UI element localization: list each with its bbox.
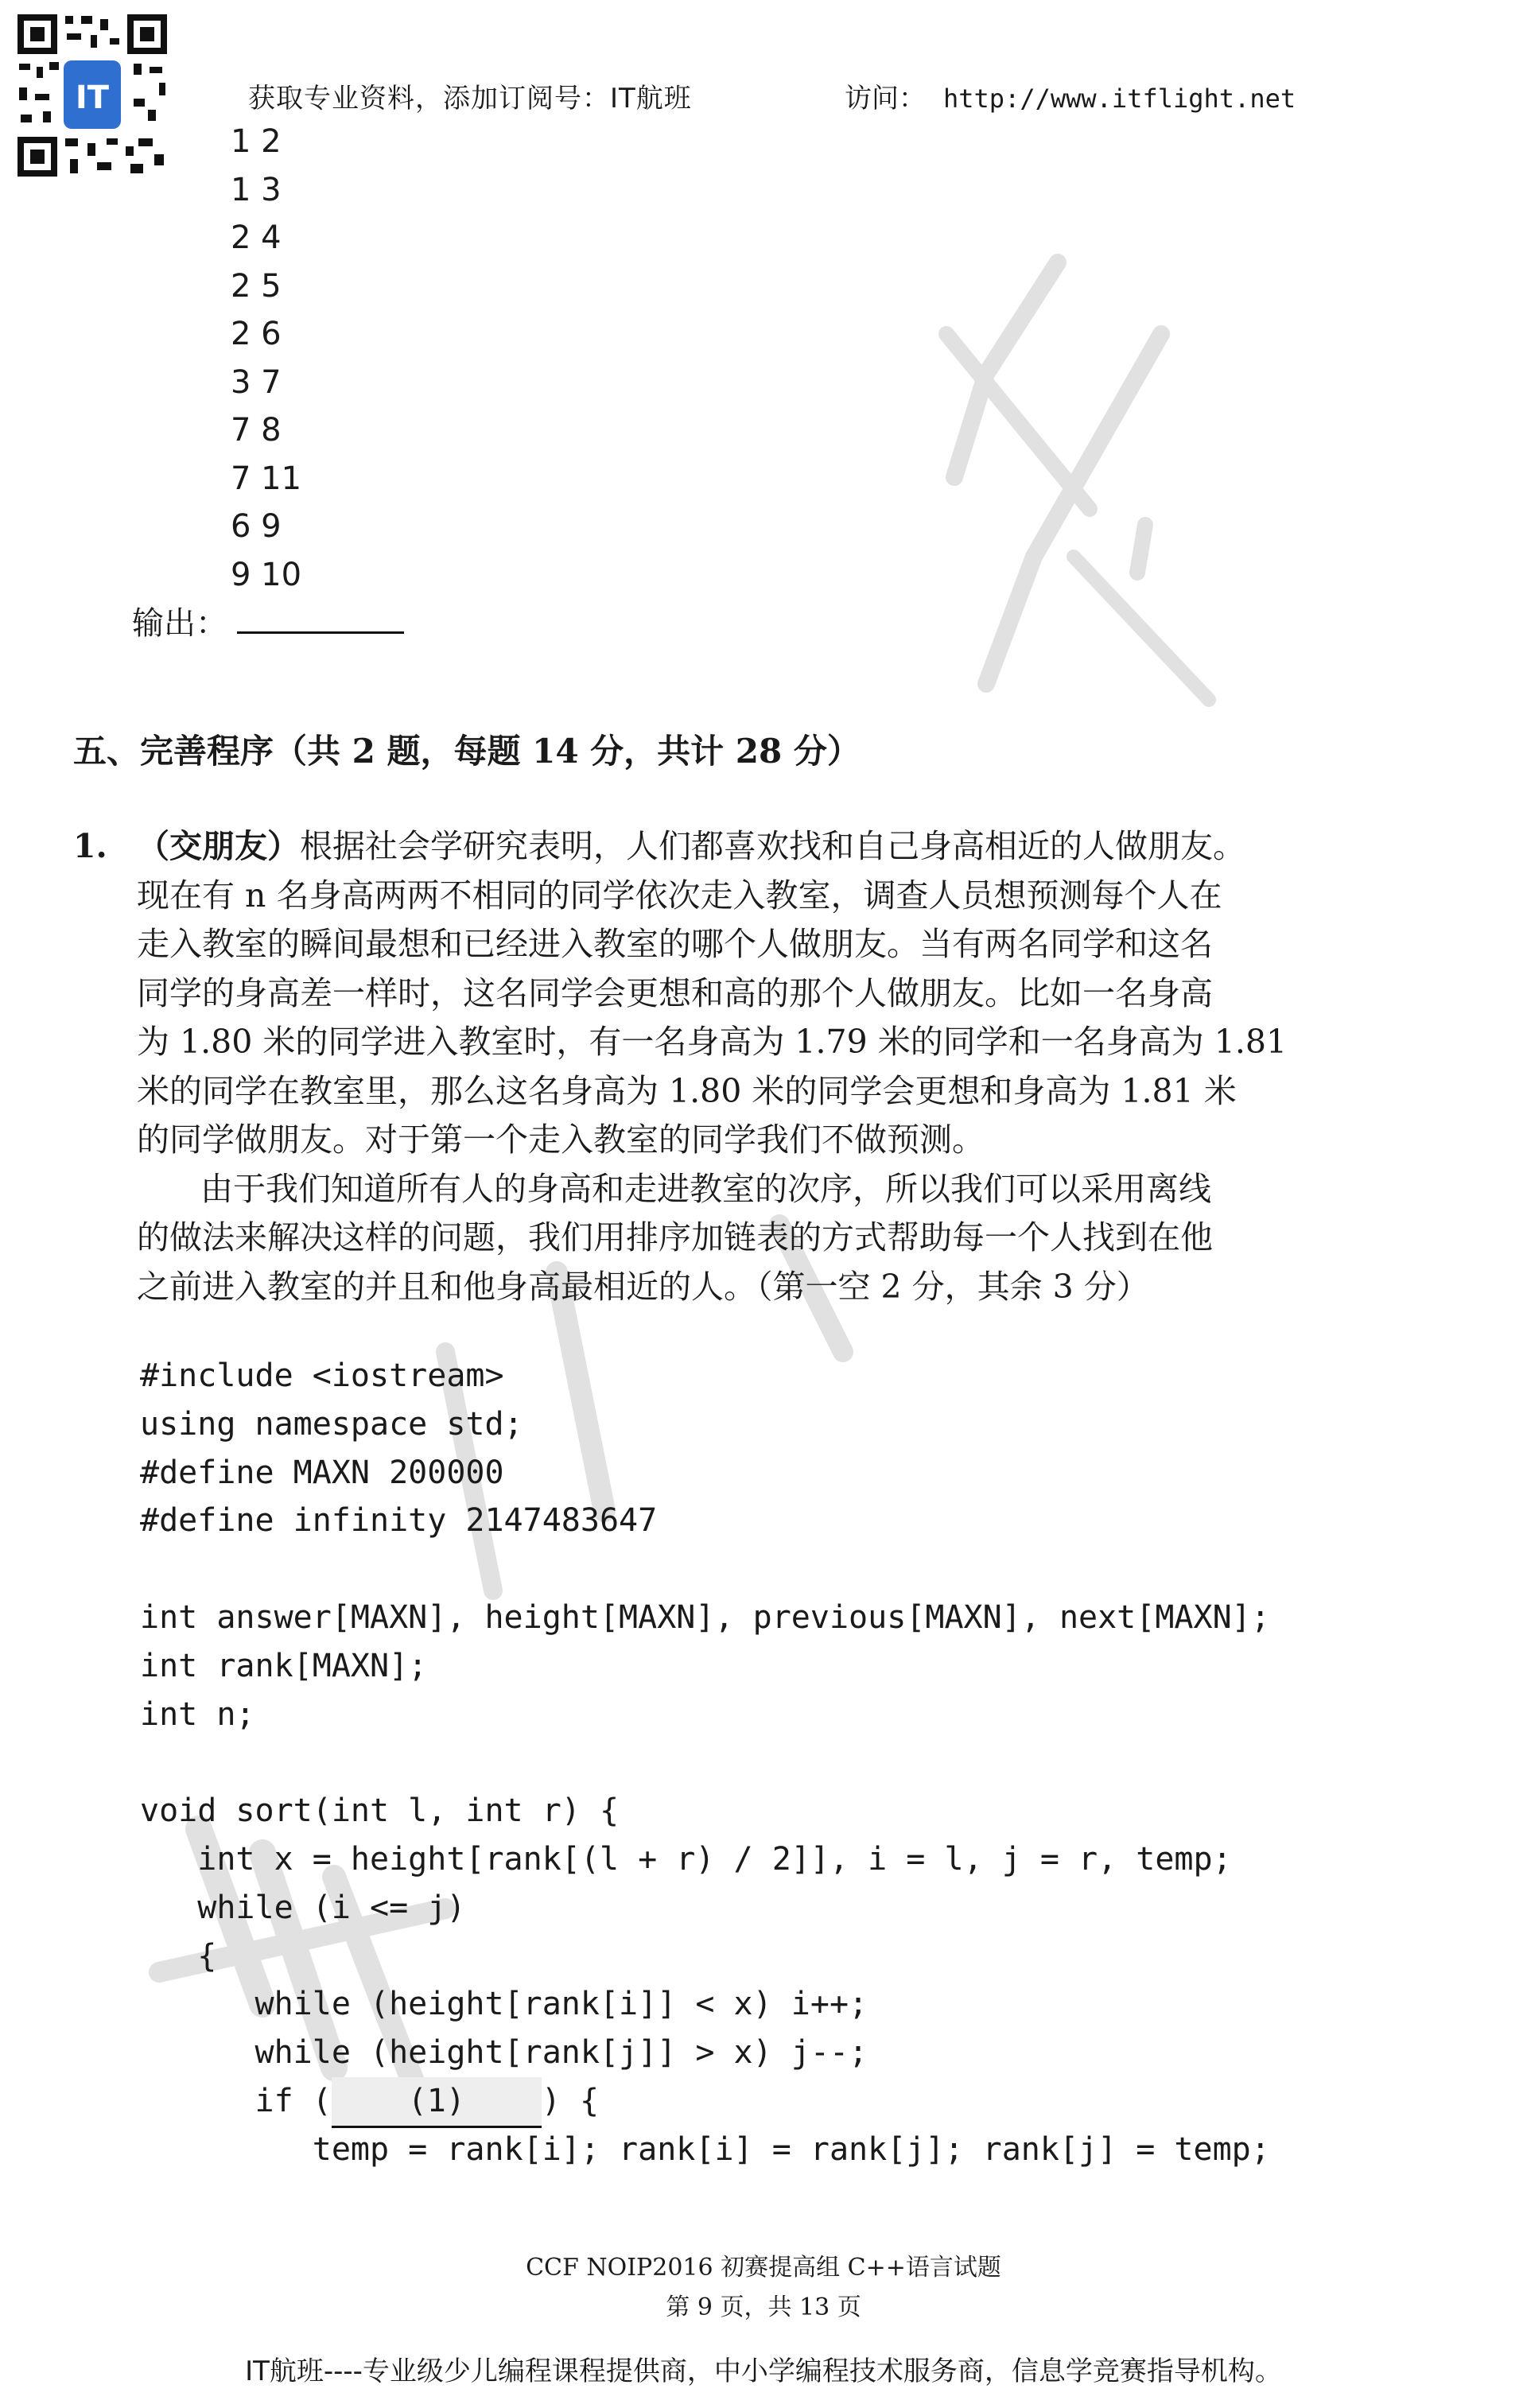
footer-exam-title: CCF NOIP2016 初赛提高组 C++语言试题 — [526, 2254, 1001, 2282]
bottom-banner: IT航班----专业级少儿编程课程提供商，中小学编程技术服务商，信息学竞赛指导机构。 — [245, 2356, 1282, 2387]
code-line: #include <iostream> — [140, 1357, 504, 1394]
edge-item: 7 11 — [231, 460, 302, 497]
qr-code — [14, 11, 170, 180]
output-row — [132, 598, 404, 643]
problem-line: 为 1.80 米的同学进入教室时，有一名身高为 1.79 米的同学和一名身高为 1.81 — [137, 1023, 1288, 1061]
edge-item: 7 8 — [231, 412, 282, 449]
header-visit — [845, 76, 1296, 115]
problem-line: 现在有 n 名身高两两不相同的同学依次走入教室，调查人员想预测每个人在 — [137, 876, 1222, 915]
code-line: using namespace std; — [140, 1405, 523, 1443]
code-line: #define MAXN 200000 — [140, 1454, 504, 1491]
qr-logo-text: IT — [75, 80, 110, 116]
footer-page-number: 第 9 页，共 13 页 — [666, 2293, 861, 2321]
code-line: { — [140, 1937, 217, 1975]
code-line: while (height[rank[j]] > x) j--; — [140, 2034, 868, 2072]
code-line — [140, 1738, 1381, 1787]
qr-code-icon — [14, 11, 170, 180]
problem-statement — [73, 822, 1346, 1311]
problem-title: （交朋友） — [137, 827, 300, 865]
code-line: int rank[MAXN]; — [140, 1647, 428, 1684]
edge-item: 2 6 — [231, 316, 282, 352]
if-suffix: ) { — [541, 2082, 600, 2119]
section-title: 五、完善程序（共 2 题，每题 14 分，共计 28 分） — [73, 732, 861, 771]
problem-number: 1. — [73, 827, 107, 865]
code-line: void sort(int l, int r) { — [140, 1792, 620, 1830]
site-url-link[interactable]: http://www.itflight.net — [943, 84, 1296, 114]
code-line: temp = rank[i]; rank[i] = rank[j]; rank[j] = temp; — [140, 2130, 1270, 2168]
code-line-if — [140, 2077, 1381, 2126]
output-label: 输出： — [132, 605, 227, 642]
problem-paragraph2-line: 由于我们知道所有人的身高和走进教室的次序，所以我们可以采用离线 — [200, 1169, 1211, 1208]
code-line: #define infinity 2147483647 — [140, 1502, 658, 1540]
code-line: while (i <= j) — [140, 1889, 466, 1926]
edge-item: 2 4 — [231, 219, 282, 256]
problem-line: 同学的身高差一样时，这名同学会更想和高的那个人做朋友。比如一名身高 — [137, 973, 1213, 1012]
edge-item: 1 2 — [231, 123, 282, 160]
edge-item: 9 10 — [231, 556, 302, 593]
code-line: int n; — [140, 1695, 255, 1733]
code-line: while (height[rank[i]] < x) i++; — [140, 1986, 868, 2023]
code-block — [140, 1352, 1381, 2174]
edge-item: 1 3 — [231, 171, 282, 208]
if-prefix: if ( — [140, 2082, 332, 2119]
problem-line: 米的同学在教室里，那么这名身高为 1.80 米的同学会更想和身高为 1.81 米 — [137, 1071, 1237, 1110]
problem-paragraph2-line: 之前进入教室的并且和他身高最相近的人。（第一空 2 分，其余 3 分） — [137, 1267, 1149, 1306]
code-line: int x = height[rank[(l + r) / 2]], i = l, j = r, temp; — [140, 1840, 1232, 1878]
problem-text: 根据社会学研究表明，人们都喜欢找和自己身高相近的人做朋友。 — [300, 827, 1245, 865]
edge-item: 3 7 — [231, 363, 282, 401]
edge-item: 6 9 — [231, 508, 282, 545]
visit-label: 访问： — [845, 83, 926, 115]
problem-line: 的同学做朋友。对于第一个走入教室的同学我们不做预测。 — [137, 1120, 985, 1159]
output-answer-blank[interactable] — [237, 604, 404, 634]
problem-paragraph2-line: 的做法来解决这样的问题，我们用排序加链表的方式帮助每一个人找到在他 — [137, 1218, 1213, 1256]
problem-first-line — [73, 822, 1346, 872]
edge-item: 2 5 — [231, 267, 282, 305]
fill-blank-1[interactable]: (1) — [332, 2077, 542, 2128]
edge-list — [231, 118, 390, 599]
code-line: int answer[MAXN], height[MAXN], previous[MAXN], next[MAXN]; — [140, 1598, 1270, 1636]
problem-line: 走入教室的瞬间最想和已经进入教室的哪个人做朋友。当有两名同学和这名 — [137, 925, 1213, 963]
header-subscription-text: 获取专业资料，添加订阅号：IT航班 — [248, 83, 692, 115]
code-line — [140, 1545, 1381, 1594]
